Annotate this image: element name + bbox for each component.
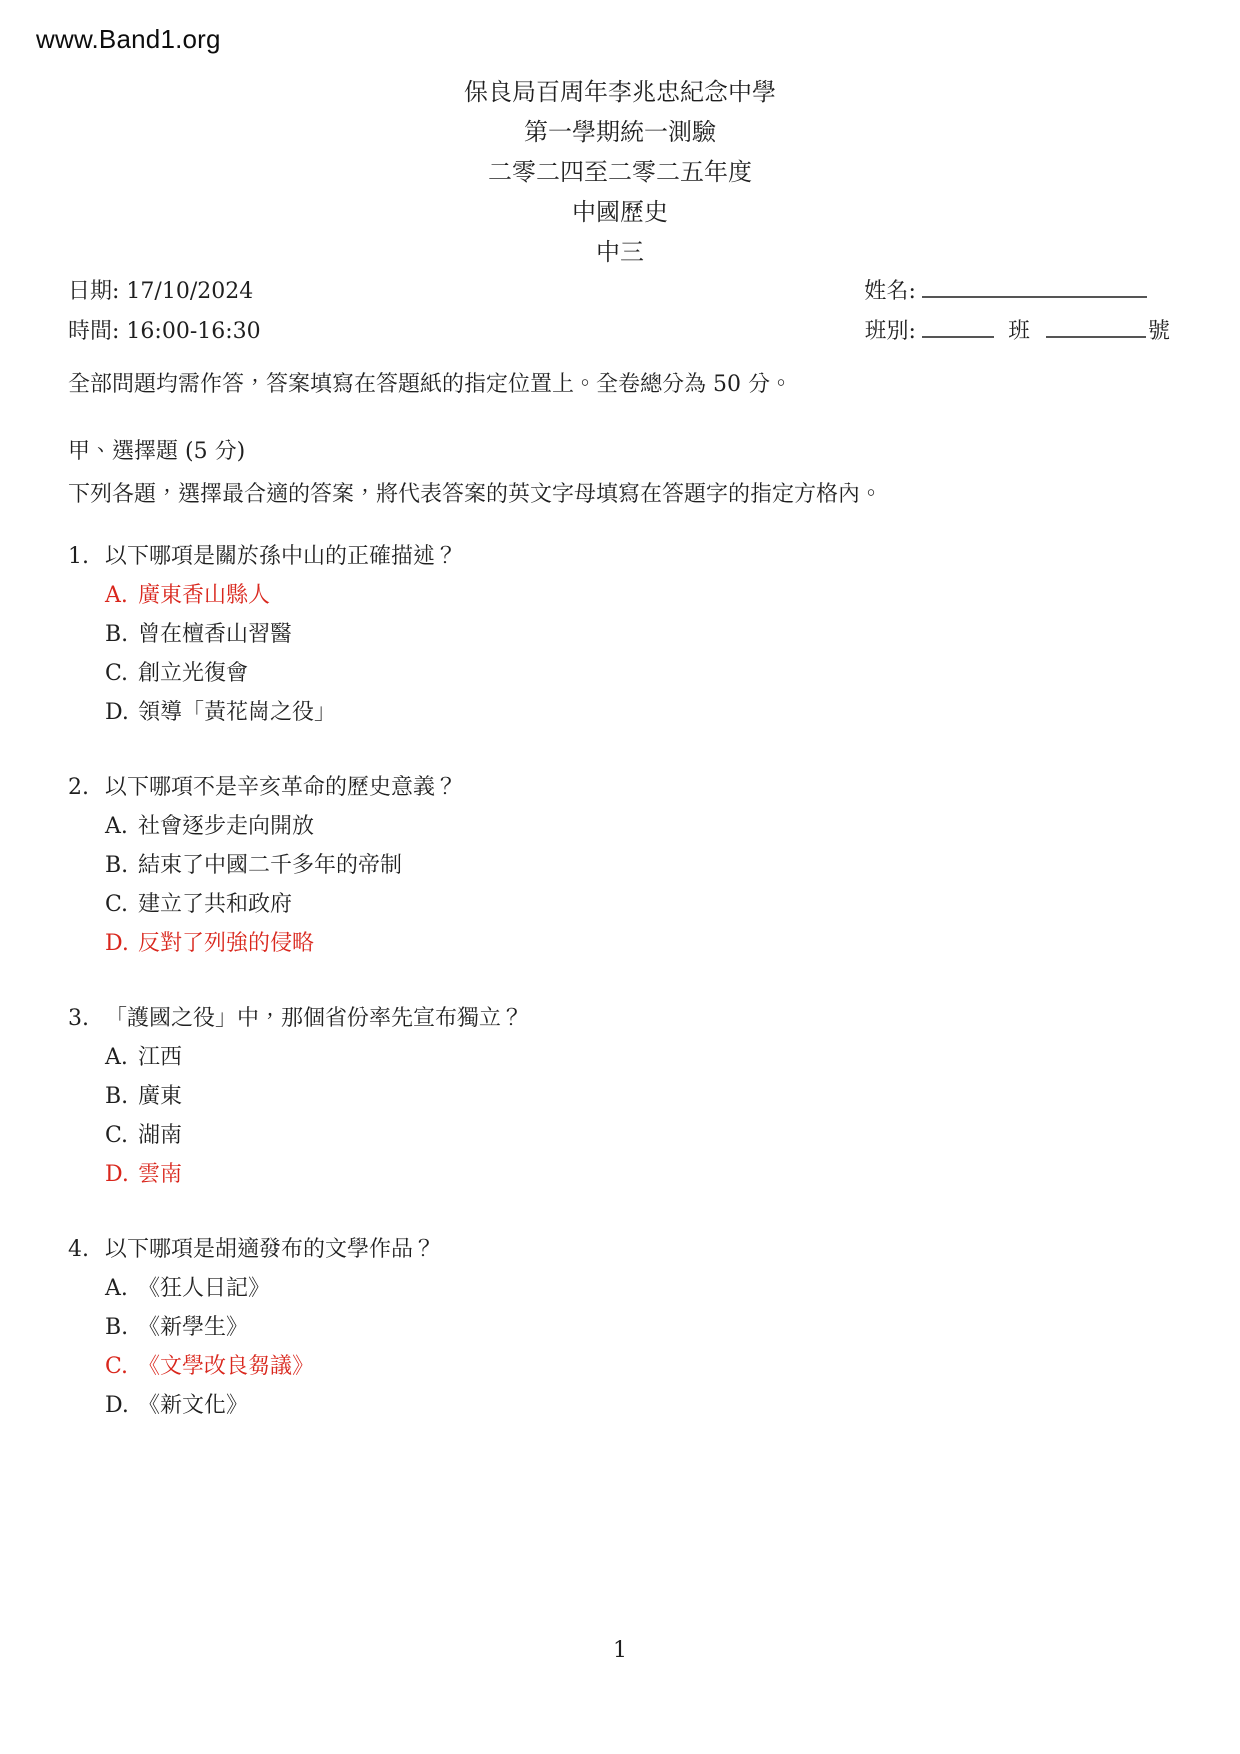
question-text: 以下哪項不是辛亥革命的歷史意義？ [105, 775, 458, 800]
question-2 [68, 768, 1240, 963]
question-number: 1. [68, 544, 89, 569]
option-text: 《文學改良芻議》 [138, 1354, 315, 1379]
question-number: 3. [68, 1006, 89, 1031]
class-suffix: 班 [1007, 319, 1030, 344]
question-1-option-a [68, 576, 1240, 615]
question-text: 以下哪項是胡適發布的文學作品？ [105, 1237, 436, 1262]
question-text: 「護國之役」中，那個省份率先宣布獨立？ [105, 1006, 524, 1031]
option-text: 曾在檀香山習醫 [138, 622, 293, 647]
question-4-option-c [68, 1347, 1240, 1386]
name-blank-line [922, 272, 1147, 298]
option-text: 廣東香山縣人 [138, 583, 271, 608]
number-suffix: 號 [1147, 319, 1170, 344]
question-2-option-d [68, 924, 1240, 963]
time-line [68, 312, 261, 352]
question-1-row [68, 537, 1240, 576]
question-3-option-d [68, 1155, 1240, 1194]
name-line [865, 272, 1170, 312]
question-4-option-a [68, 1269, 1240, 1308]
number-blank-line [1046, 312, 1146, 338]
question-3 [68, 999, 1240, 1194]
date-label: 日期: [68, 279, 120, 304]
option-text: 廣東 [138, 1084, 183, 1109]
option-text: 建立了共和政府 [138, 892, 293, 917]
question-3-row [68, 999, 1240, 1038]
time-label: 時間: [68, 319, 120, 344]
class-blank-line [922, 312, 994, 338]
date-value: 17/10/2024 [126, 279, 254, 304]
academic-year: 二零二四至二零二五年度 [488, 158, 752, 186]
question-2-row [68, 768, 1240, 807]
question-list [0, 537, 1240, 1425]
option-letter: A. [105, 583, 128, 608]
question-1-option-b [68, 615, 1240, 654]
option-letter: C. [105, 1354, 129, 1379]
option-letter: D. [105, 931, 129, 956]
option-text: 結束了中國二千多年的帝制 [138, 853, 403, 878]
question-2-option-a [68, 807, 1240, 846]
question-3-option-c [68, 1116, 1240, 1155]
option-text: 反對了列強的侵略 [138, 931, 315, 956]
exam-info-right [865, 272, 1170, 352]
option-letter: A. [105, 814, 128, 839]
exam-info-section [0, 272, 1240, 352]
question-4-option-b [68, 1308, 1240, 1347]
option-text: 《新文化》 [138, 1393, 249, 1418]
option-letter: D. [105, 700, 129, 725]
option-letter: C. [105, 1123, 129, 1148]
question-text: 以下哪項是關於孫中山的正確描述？ [105, 544, 458, 569]
question-number: 2. [68, 775, 89, 800]
question-1 [68, 537, 1240, 732]
general-instruction: 全部問題均需作答，答案填寫在答題紙的指定位置上。全卷總分為 50 分。 [68, 372, 792, 397]
option-letter: A. [105, 1045, 128, 1070]
option-text: 社會逐步走向開放 [138, 814, 315, 839]
option-text: 雲南 [138, 1162, 183, 1187]
school-name: 保良局百周年李兆忠紀念中學 [464, 78, 776, 106]
name-label: 姓名: [864, 279, 916, 304]
option-text: 創立光復會 [138, 661, 249, 686]
option-letter: B. [105, 853, 129, 878]
exam-title: 第一學期統一測驗 [524, 118, 716, 146]
option-text: 湖南 [138, 1123, 183, 1148]
form-level: 中三 [596, 238, 644, 266]
time-value: 16:00-16:30 [126, 319, 261, 344]
date-line [68, 272, 261, 312]
question-4-row [68, 1230, 1240, 1269]
class-line [865, 312, 1170, 352]
subject-name: 中國歷史 [572, 198, 668, 226]
section-a-title: 甲、選擇題 (5 分) [68, 439, 246, 464]
question-4-option-d [68, 1386, 1240, 1425]
option-text: 《狂人日記》 [138, 1276, 271, 1301]
option-letter: B. [105, 1315, 129, 1340]
option-letter: D. [105, 1162, 129, 1187]
option-text: 《新學生》 [138, 1315, 249, 1340]
option-letter: D. [105, 1393, 129, 1418]
option-letter: A. [105, 1276, 128, 1301]
exam-info-left [68, 272, 261, 352]
question-4 [68, 1230, 1240, 1425]
option-text: 領導「黃花崗之役」 [138, 700, 337, 725]
question-3-option-a [68, 1038, 1240, 1077]
option-letter: B. [105, 622, 129, 647]
page-number: 1 [613, 1638, 627, 1663]
question-number: 4. [68, 1237, 89, 1262]
watermark-url: www.Band1.org [36, 24, 221, 54]
option-text: 江西 [138, 1045, 183, 1070]
option-letter: B. [105, 1084, 129, 1109]
section-a-instruction: 下列各題，選擇最合適的答案，將代表答案的英文字母填寫在答題字的指定方格內。 [68, 482, 883, 507]
class-label: 班別: [864, 319, 916, 344]
option-letter: C. [105, 892, 129, 917]
question-1-option-c [68, 654, 1240, 693]
question-2-option-b [68, 846, 1240, 885]
question-1-option-d [68, 693, 1240, 732]
option-letter: C. [105, 661, 129, 686]
question-2-option-c [68, 885, 1240, 924]
question-3-option-b [68, 1077, 1240, 1116]
